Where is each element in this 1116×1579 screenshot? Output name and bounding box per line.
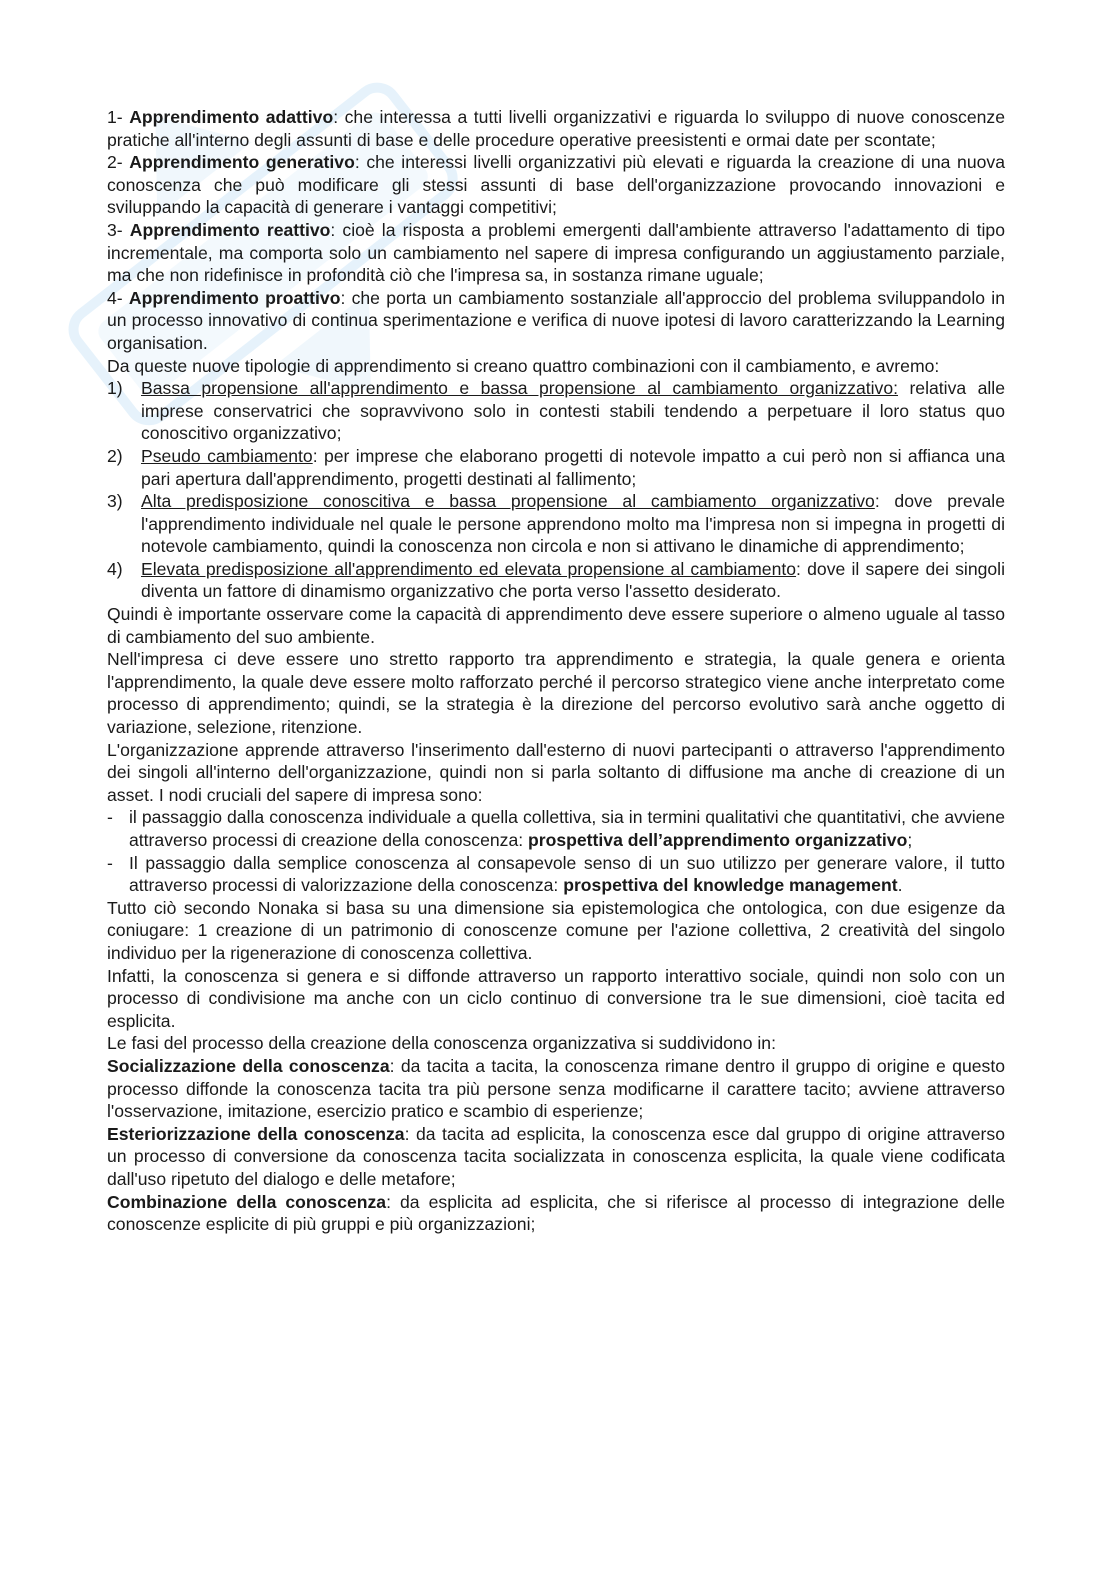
paragraph: L'organizzazione apprende attraverso l'inserimento dall'esterno di nuovi partecipanti o attraverso l'apprendimento dei singoli all'interno dell'organizzazione, quindi non si parla soltanto di diffusione ma anche di creazione di un asset. I nodi cruciali del sapere di impresa sono: <box>107 739 1005 805</box>
node-item: - il passaggio dalla conoscenza individuale a quella collettiva, sia in termini qualitativi che quantitativi, che avviene attraverso processi di creazione della conoscenza: prospettiva dell’apprendimento organizzativo; <box>107 807 1005 850</box>
phase-item: Socializzazione della conoscenza: da tacita a tacita, la conoscenza rimane dentro il gruppo di origine e questo processo diffonde la conoscenza tacita tra più persone senza modificarne il carattere tacito; avviene attraverso l'osservazione, imitazione, esercizio pratico e scambio di esperienze; <box>107 1055 1006 1122</box>
type-item: 1- Apprendimento adattivo: che interessa a tutti livelli organizzativi e riguarda lo sviluppo di nuove conoscenze pratiche all'interno degli assunti di base e delle procedure operative preesistenti e ormai date per scontate; <box>107 107 1006 150</box>
combinations-intro: Da queste nuove tipologie di apprendimento si creano quattro combinazioni con il cambiamento, e avremo: <box>107 355 940 376</box>
paragraph: Tutto ciò secondo Nonaka si basa su una dimensione sia epistemologica che ontologica, con due esigenze da coniugare: 1 creazione di un patrimonio di conoscenze comune per l'azione collettiva, 2 creatività del singolo individuo per la rigenerazione di conoscenza collettiva. <box>107 897 1005 963</box>
paragraph: Le fasi del processo della creazione della conoscenza organizzativa si suddividono in: <box>107 1033 776 1054</box>
combination-item: 2) Pseudo cambiamento: per imprese che elaborano progetti di notevole impatto a cui però non si affianca una pari apertura dall'apprendimento, progetti destinati al fallimento; <box>107 445 1005 489</box>
type-item: 2- Apprendimento generativo: che interessi livelli organizzativi più elevati e riguarda la creazione di una nuova conoscenza che può modificare gli stessi assunti di base dell'organizzazione provocando innovazioni e sviluppando la capacità di generare i vantaggi competitivi; <box>107 152 1005 218</box>
paragraph: Infatti, la conoscenza si genera e si diffonde attraverso un rapporto interattivo sociale, quindi non solo con un processo di condivisione ma anche con un ciclo continuo di conversione tra le sue dimensioni, cioè tacita ed esplicita. <box>107 965 1005 1031</box>
node-item: - Il passaggio dalla semplice conoscenza al consapevole senso di un suo utilizzo per generare valore, il tutto attraverso processi di valorizzazione della conoscenza: prospettiva del knowledge management. <box>107 852 1005 896</box>
learning-types <box>107 106 1005 355</box>
document-page <box>107 106 1005 1236</box>
phase-item: Combinazione della conoscenza: da esplicita ad esplicita, che si riferisce al processo di integrazione delle conoscenze esplicite di più gruppi e più organizzazioni; <box>107 1191 1005 1235</box>
phases <box>107 1055 1005 1236</box>
combination-item: 3) Alta predisposizione conoscitiva e bassa propensione al cambiamento organizzativo: dove prevale l'apprendimento individuale nel quale le persone apprendono molto ma l'impresa non si impegna in progetti di notevole cambiamento, quindi la conoscenza non circola e non si attivano le dinamiche di apprendimento; <box>107 491 1005 557</box>
phase-item: Esteriorizzazione della conoscenza: da tacita ad esplicita, la conoscenza esce dal gruppo di origine attraverso un processo di conversione da conoscenza tacita socializzata in conoscenza esplicita, la quale viene codificata dall'uso ripetuto del dialogo e delle metafore; <box>107 1123 1005 1189</box>
type-item: 3- Apprendimento reattivo: cioè la risposta a problemi emergenti dall'ambiente attraverso l'adattamento di tipo incrementale, ma comporta solo un cambiamento nel sapere di impresa configurando un aggiustamento parziale, ma che non ridefinisce in profondità ciò che l'impresa sa, in sostanza rimane uguale; <box>107 219 1006 286</box>
combination-item: 4) Elevata predisposizione all'apprendimento ed elevata propensione al cambiamento: dove il sapere dei singoli diventa un fattore di dinamismo organizzativo che porta verso l'assetto desiderato. <box>107 558 1005 602</box>
type-item: 4- Apprendimento proattivo: che porta un cambiamento sostanziale all'approccio del problema sviluppandolo in un processo innovativo di continua sperimentazione e verifica di nuove ipotesi di lavoro caratterizzando la Learning organisation. <box>107 287 1005 353</box>
paragraph: Quindi è importante osservare come la capacità di apprendimento deve essere superiore o almeno uguale al tasso di cambiamento del suo ambiente. <box>107 604 1005 647</box>
paragraph: Nell'impresa ci deve essere uno stretto rapporto tra apprendimento e strategia, la quale genera e orienta l'apprendimento, la quale deve essere molto rafforzato perché il percorso strategico viene anche interpretato come processo di apprendimento; quindi, se la strategia è la direzione del percorso evolutivo sarà anche oggetto di variazione, selezione, ritenzione. <box>107 649 1005 738</box>
combinations-list <box>107 377 1005 603</box>
nodes-list <box>107 806 1005 896</box>
combination-item: 1) Bassa propensione all'apprendimento e bassa propensione al cambiamento organizzativo: relativa alle imprese conservatrici che sopravvivono solo in contesti stabili tendendo a perpetuare il loro status quo conoscitivo organizzativo; <box>107 378 1005 444</box>
